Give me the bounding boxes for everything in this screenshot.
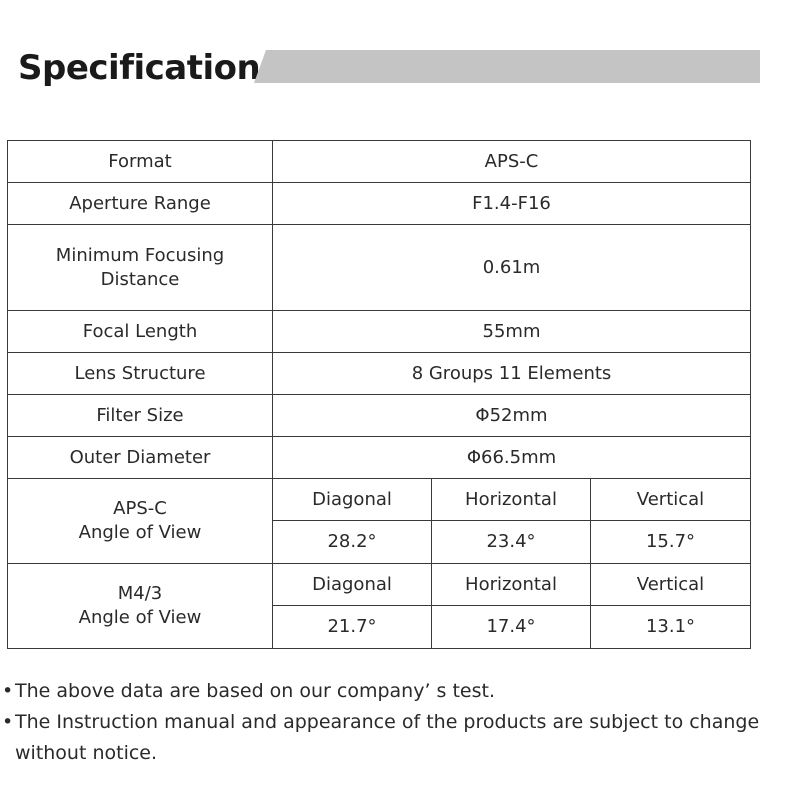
aps-c-diagonal-header: Diagonal <box>273 479 432 521</box>
table-row-outer-diameter <box>8 437 751 479</box>
bullet-icon: • <box>2 711 14 733</box>
aps-c-horizontal-value: 23.4° <box>432 521 591 564</box>
minimum-focusing-distance-label-line2: Distance <box>100 268 180 290</box>
aps-c-angle-label-line2: Angle of View <box>78 522 202 543</box>
m43-vertical-value: 13.1° <box>591 606 751 649</box>
minimum-focusing-distance-label <box>8 225 273 311</box>
bullet-icon: • <box>2 680 14 702</box>
note-item <box>0 676 790 707</box>
table-row-filter-size <box>8 395 751 437</box>
aps-c-angle-label-line1: APS-C <box>113 498 167 519</box>
lens-structure-label: Lens Structure <box>8 353 273 395</box>
filter-size-value: Φ52mm <box>273 395 751 437</box>
page-title: Specification <box>18 48 261 88</box>
minimum-focusing-distance-label-line1: Minimum Focusing <box>55 244 225 266</box>
m43-angle-label-line2: Angle of View <box>78 607 202 628</box>
table-row-minimum-focusing-distance <box>8 225 751 311</box>
table-row-lens-structure <box>8 353 751 395</box>
table-row-focal-length <box>8 311 751 353</box>
note-item <box>0 707 790 769</box>
note-text: The Instruction manual and appearance of the products are subject to change without notice. <box>15 711 760 764</box>
m43-vertical-header: Vertical <box>591 564 751 606</box>
table-row-aps-c-angle-headers <box>8 479 751 521</box>
filter-size-label: Filter Size <box>8 395 273 437</box>
format-label: Format <box>8 141 273 183</box>
m43-horizontal-header: Horizontal <box>432 564 591 606</box>
m43-horizontal-value: 17.4° <box>432 606 591 649</box>
aperture-range-label: Aperture Range <box>8 183 273 225</box>
table-row-aperture-range <box>8 183 751 225</box>
focal-length-label: Focal Length <box>8 311 273 353</box>
aps-c-angle-of-view-label <box>8 479 273 564</box>
focal-length-value: 55mm <box>273 311 751 353</box>
aps-c-horizontal-header: Horizontal <box>432 479 591 521</box>
aps-c-vertical-header: Vertical <box>591 479 751 521</box>
notes-section <box>0 676 790 769</box>
aperture-range-value: F1.4-F16 <box>273 183 751 225</box>
format-value: APS-C <box>273 141 751 183</box>
note-text: The above data are based on our company’ s test. <box>15 680 496 702</box>
title-decoration-bar <box>254 50 760 83</box>
m43-angle-of-view-label <box>8 564 273 649</box>
table-row-format <box>8 141 751 183</box>
specification-table <box>7 140 751 649</box>
outer-diameter-value: Φ66.5mm <box>273 437 751 479</box>
aps-c-diagonal-value: 28.2° <box>273 521 432 564</box>
outer-diameter-label: Outer Diameter <box>8 437 273 479</box>
m43-angle-label-line1: M4/3 <box>117 583 163 604</box>
lens-structure-value: 8 Groups 11 Elements <box>273 353 751 395</box>
aps-c-vertical-value: 15.7° <box>591 521 751 564</box>
m43-diagonal-value: 21.7° <box>273 606 432 649</box>
minimum-focusing-distance-value: 0.61m <box>273 225 751 311</box>
m43-diagonal-header: Diagonal <box>273 564 432 606</box>
table-row-m43-angle-headers <box>8 564 751 606</box>
